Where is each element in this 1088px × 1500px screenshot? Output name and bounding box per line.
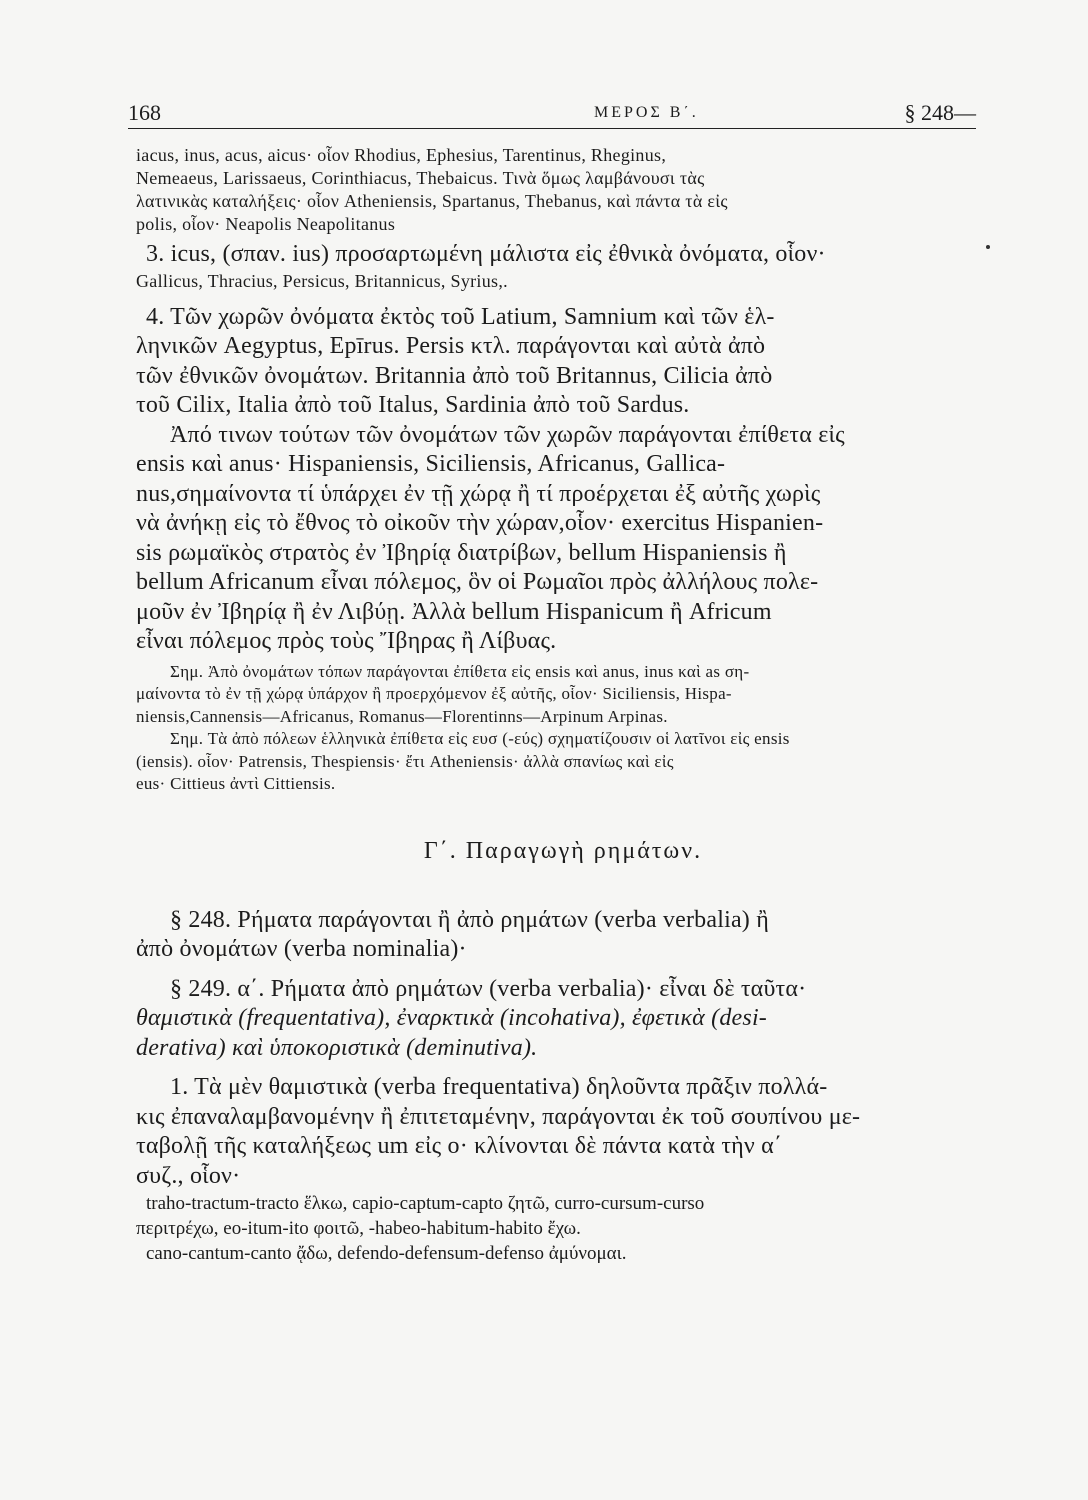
paragraph-line: κις ἐπαναλαμβανομένην ἢ ἐπιτεταμένην, παράγονται ἐκ τοῦ σουπίνου με- <box>136 1103 861 1130</box>
text-line: Gallicus, Thracius, Persicus, Britannicus, Syrius,. <box>136 270 508 291</box>
note-line: μαίνοντα τὸ ἐν τῇ χώρᾳ ὑπάρχον ἢ προερχόμενον ἐξ αὐτῆς, οἷον· Siciliensis, Hispa- <box>136 684 732 703</box>
text-line: Ἀπό τινων τούτων τῶν ὀνομάτων τῶν χωρῶν παράγονται ἐπίθετα εἰς <box>170 421 845 448</box>
text-line: 3. icus, (σπαν. ius) προσαρτωμένη μάλιστα εἰς ἐθνικὰ ὀνόματα, οἷον· <box>146 241 826 267</box>
part-title: ΜΕΡΟΣ Β΄. <box>594 104 699 121</box>
text-line: sis ρωμαϊκὸς στρατὸς ἐν Ἰβηρίᾳ διατρίβων, bellum Hispaniensis ἢ <box>136 539 787 566</box>
text-line: bellum Africanum εἶναι πόλεμος, ὃν οἱ Ρωμαῖοι πρὸς ἀλλήλους πολε- <box>136 569 819 595</box>
text-line: iacus, inus, acus, aicus· οἷον Rhodius, Ephesius, Tarentinus, Rheginus, <box>136 145 667 165</box>
note-line: (iensis). οἷον· Patrensis, Thespiensis· ἔτι Atheniensis· ἀλλὰ σπανίως καὶ εἰς <box>136 751 674 771</box>
section-heading: Γ΄. Παραγωγὴ ρημάτων. <box>423 837 703 864</box>
text-line: τοῦ Cilix, Italia ἀπὸ τοῦ Italus, Sardinia ἀπὸ τοῦ Sardus. <box>136 392 690 418</box>
note-line: eus· Cittieus ἀντὶ Cittiensis. <box>136 774 336 793</box>
text-line: τῶν ἐθνικῶν ὀνομάτων. Britannia ἀπὸ τοῦ Britannus, Cilicia ἀπὸ <box>136 362 773 389</box>
text-line: εἶναι πόλεμος πρὸς τοὺς Ἴβηρας ἢ Λίβυας. <box>136 628 557 654</box>
example-line: περιτρέχω, eo-itum-ito φοιτῶ, -habeo-habitum-habito ἔχω. <box>136 1218 581 1239</box>
print-speck <box>986 245 990 249</box>
text-line: polis, οἷον· Neapolis Neapolitanus <box>136 214 396 234</box>
note-line: Σημ. Ἀπὸ ὀνομάτων τόπων παράγονται ἐπίθετα εἰς ensis καὶ anus, inus καὶ as ση- <box>170 661 750 681</box>
paragraph-line: derativa) καὶ ὑποκοριστικὰ (deminutiva). <box>136 1034 538 1061</box>
text-line: μοῦν ἐν Ἰβηρίᾳ ἢ ἐν Λιβύῃ. Ἀλλὰ bellum Hispanicum ἢ Africum <box>136 598 772 625</box>
text-line: ensis καὶ anus· Hispaniensis, Siciliensis, Africanus, Gallica- <box>136 451 726 477</box>
paragraph-line: ταβολῇ τῆς καταλήξεως um εἰς o· κλίνονται δὲ πάντα κατὰ τὴν α΄ <box>136 1133 783 1159</box>
paragraph-line: ἀπὸ ὀνομάτων (verba nominalia)· <box>136 936 467 962</box>
text-line: Nemeaeus, Larissaeus, Corinthiacus, Thebaicus. Τινὰ ὅμως λαμβάνουσι τὰς <box>136 168 705 188</box>
paragraph-line: 1. Τὰ μὲν θαμιστικὰ (verba frequentativa) δηλοῦντα πρᾶξιν πολλά- <box>170 1074 828 1100</box>
page-body <box>136 144 990 1266</box>
text-line: λατινικὰς καταλήξεις· οἷον Atheniensis, Spartanus, Thebanus, καὶ πάντα τὰ εἰς <box>136 191 728 211</box>
example-line: cano-cantum-canto ᾄδω, defendo-defensum-defenso ἀμύνομαι. <box>146 1243 627 1264</box>
note-line: Σημ. Τὰ ἀπὸ πόλεων ἑλληνικὰ ἐπίθετα εἰς ευσ (-εύς) σχηματίζουσιν οἱ λατῖνοι εἰς ensis <box>170 729 790 748</box>
text-line: νὰ ἀνήκῃ εἰς τὸ ἔθνος τὸ οἰκοῦν τὴν χώραν,οἷον· exercitus Hispanien- <box>136 510 824 536</box>
text-line: ληνικῶν Aegyptus, Epīrus. Persis κτλ. παράγονται καὶ αὐτὰ ἀπὸ <box>136 333 766 359</box>
paragraph-line: συζ., οἷον· <box>136 1162 241 1189</box>
running-header <box>128 98 976 129</box>
example-line: traho-tractum-tracto ἕλκω, capio-captum-capto ζητῶ, curro-cursum-curso <box>146 1193 705 1214</box>
note-line: niensis,Cannensis—Africanus, Romanus—Florentinns—Arpinum Arpinas. <box>136 706 668 726</box>
paragraph-line: § 248. Ρήματα παράγονται ἢ ἀπὸ ρημάτων (verba verbalia) ἢ <box>170 906 769 933</box>
page-number: 168 <box>128 100 161 125</box>
paragraph-line: § 249. α΄. Ρήματα ἀπὸ ρημάτων (verba verbalia)· εἶναι δὲ ταῦτα· <box>170 975 807 1002</box>
paragraph-line: θαμιστικὰ (frequentativa), ἐναρκτικὰ (incohativa), ἐφετικὰ (desi- <box>136 1005 767 1031</box>
text-line: nus,σημαίνοντα τί ὑπάρχει ἐν τῇ χώρᾳ ἢ τί προέρχεται ἐξ αὐτῆς χωρὶς <box>136 480 821 507</box>
text-line: 4. Τῶν χωρῶν ὀνόματα ἐκτὸς τοῦ Latium, Samnium καὶ τῶν ἑλ- <box>146 303 775 330</box>
section-reference: § 248— <box>904 100 976 125</box>
